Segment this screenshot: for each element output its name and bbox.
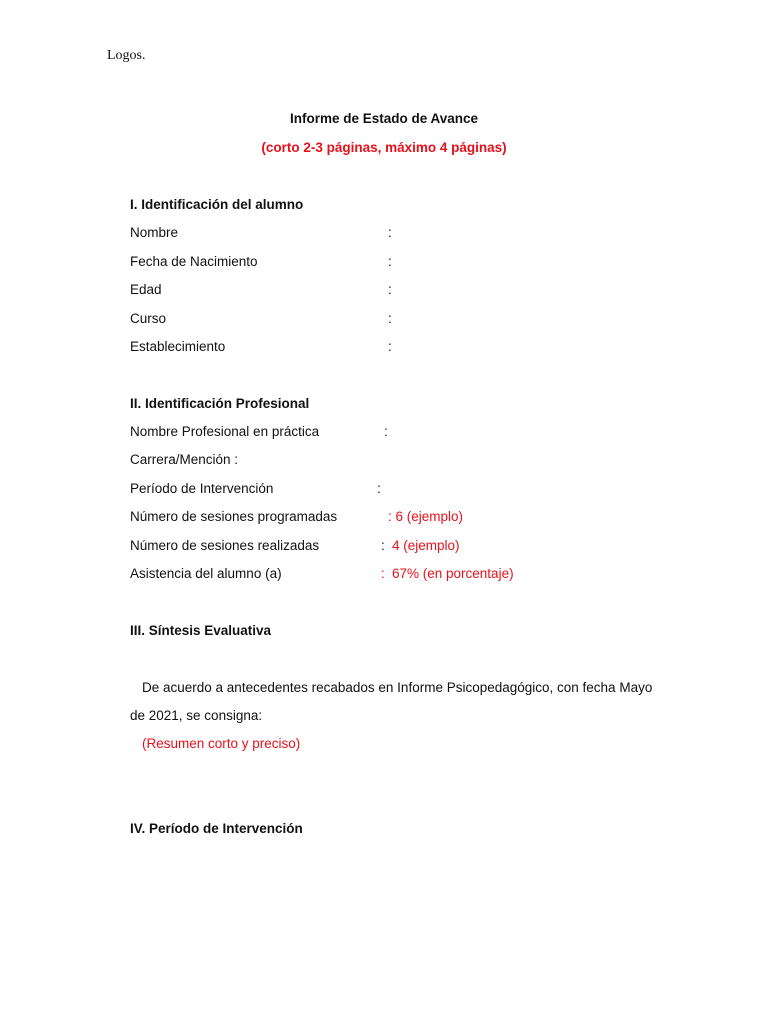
field-value: : 6 (ejemplo) xyxy=(388,509,464,524)
section-3-note: (Resumen corto y preciso) xyxy=(142,736,301,751)
field-colon: : xyxy=(388,311,392,326)
field-colon: : xyxy=(388,282,392,297)
section-1-heading: I. Identificación del alumno xyxy=(130,197,304,212)
field-label: Número de sesiones realizadas xyxy=(130,538,320,553)
field-colon: : xyxy=(388,225,392,240)
field-label: Nombre Profesional en práctica xyxy=(130,424,320,439)
document-title: Informe de Estado de Avance xyxy=(289,111,479,126)
field-label: Establecimiento xyxy=(130,339,226,354)
field-label: Período de Intervención xyxy=(130,481,274,496)
field-value: 4 (ejemplo) xyxy=(392,538,460,553)
logos-text: Logos. xyxy=(107,48,146,63)
section-4-heading: IV. Período de Intervención xyxy=(130,821,303,836)
field-colon: : xyxy=(388,339,392,354)
section-3-paragraph-line-2: de 2021, se consigna: xyxy=(130,708,263,723)
document-subtitle: (corto 2-3 páginas, máximo 4 páginas) xyxy=(261,140,507,155)
field-label: Nombre xyxy=(130,225,179,240)
section-3-heading: III. Síntesis Evaluativa xyxy=(130,623,272,638)
field-label: Curso xyxy=(130,311,167,326)
field-label: Edad xyxy=(130,282,162,297)
field-label: Asistencia del alumno (a) xyxy=(130,566,282,581)
field-label: Fecha de Nacimiento xyxy=(130,254,258,269)
field-colon: : xyxy=(381,566,385,581)
field-label: Número de sesiones programadas xyxy=(130,509,338,524)
field-colon: : xyxy=(377,481,381,496)
field-colon: : xyxy=(381,538,385,553)
section-2-heading: II. Identificación Profesional xyxy=(130,396,310,411)
field-colon: : xyxy=(384,424,388,439)
field-label: Carrera/Mención : xyxy=(130,452,239,467)
field-value: 67% (en porcentaje) xyxy=(392,566,514,581)
section-3-paragraph-line-1: De acuerdo a antecedentes recabados en Informe Psicopedagógico, con fecha Mayo xyxy=(142,680,653,695)
field-colon: : xyxy=(388,254,392,269)
